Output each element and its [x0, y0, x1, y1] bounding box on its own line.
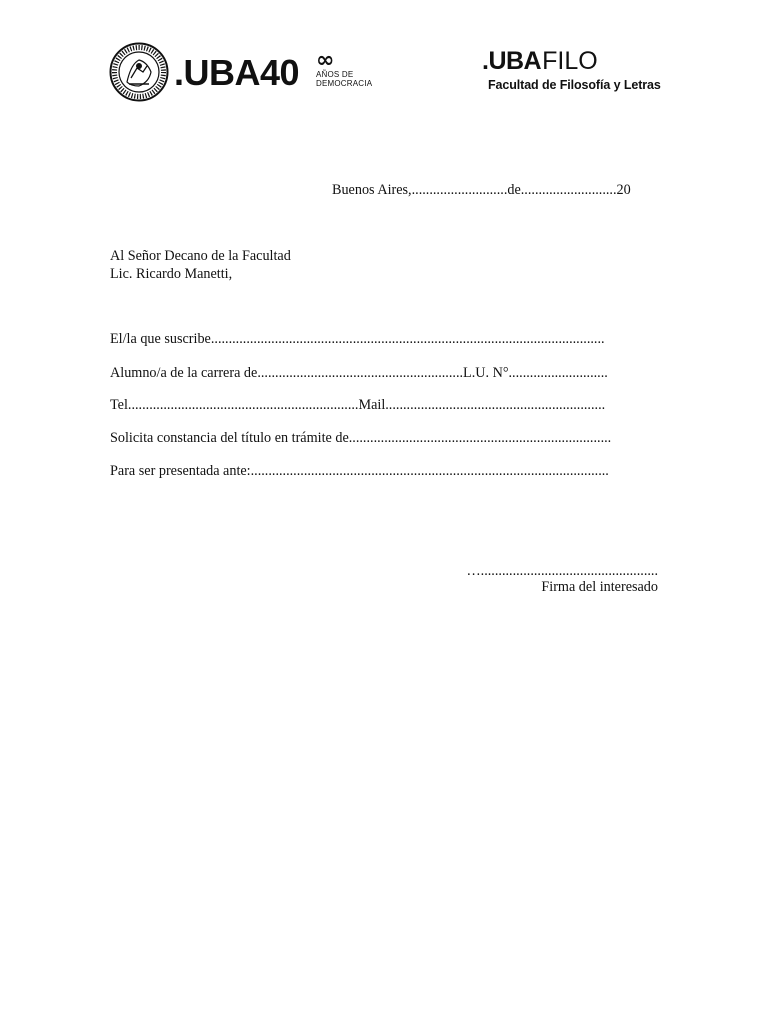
field-solicita: Solicita constancia del título en trámite de.......................................................................... — [110, 430, 612, 446]
infinity-icon: ∞ — [316, 48, 335, 73]
faculty-name: Facultad de Filosofía y Letras — [488, 78, 661, 92]
ubafilo-logo — [482, 48, 598, 74]
signature-label: Firma del interesado — [541, 579, 658, 595]
field-carrera: Alumno/a de la carrera de..........................................................L.U. N°............................ — [110, 365, 608, 381]
ubafilo-bold-text: .UBA — [482, 47, 542, 75]
uba40-logo — [174, 53, 299, 93]
tagline-line-1: AÑOS DE — [316, 70, 354, 79]
uba40-wordmark: .UBA40 — [174, 52, 300, 93]
date-line: Buenos Aires,...........................de...........................20 — [332, 182, 631, 198]
uba40-tagline — [316, 48, 386, 88]
recipient-line-2: Lic. Ricardo Manetti, — [110, 266, 233, 282]
field-tel-mail: Tel.................................................................Mail.............................................................. — [110, 397, 606, 413]
signature-line: ….................................................. — [466, 563, 658, 579]
field-suscribe: El/la que suscribe............................................................................................................... — [110, 331, 605, 347]
ubafilo-light-text: FILO — [542, 47, 598, 75]
recipient-line-1: Al Señor Decano de la Facultad — [110, 248, 291, 264]
tagline-line-2: DEMOCRACIA — [316, 79, 373, 88]
field-presentada: Para ser presentada ante:..................................................................................................... — [110, 463, 609, 479]
uba-seal-logo — [109, 42, 169, 102]
